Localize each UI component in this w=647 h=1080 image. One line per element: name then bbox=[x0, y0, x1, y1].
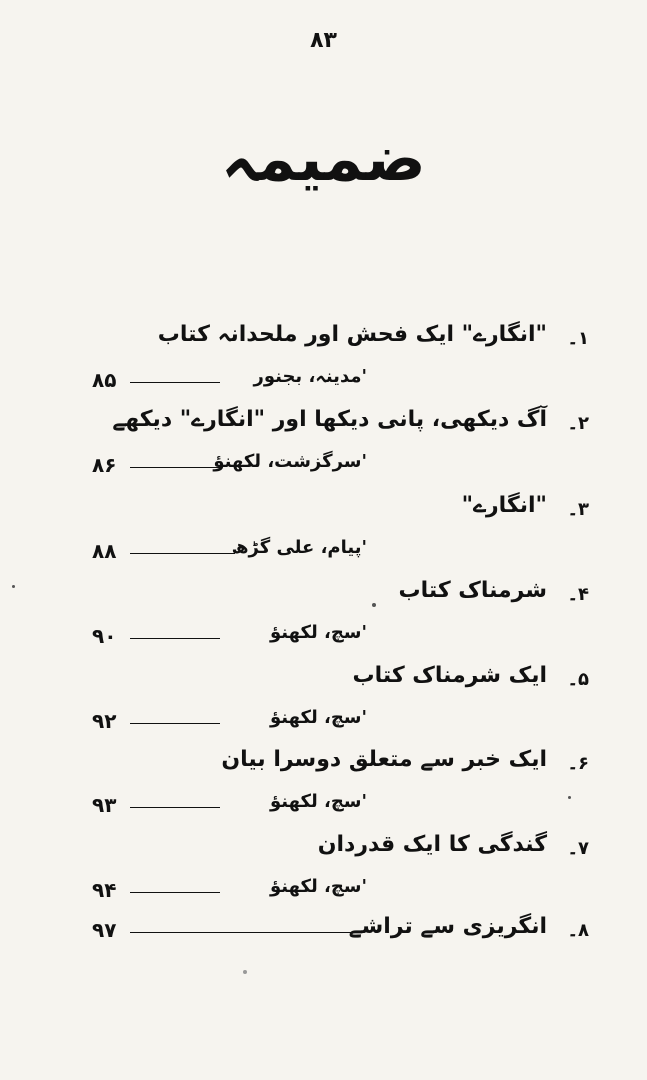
entry-title: "انگارے" bbox=[461, 493, 547, 518]
page-number: ۸۳ bbox=[310, 28, 337, 53]
entry-source: 'سچ، لکھنؤ bbox=[269, 707, 367, 728]
leader-line bbox=[130, 467, 220, 468]
leader-line bbox=[130, 932, 356, 933]
entry-number: ۲۔ bbox=[567, 413, 589, 434]
entry-title: شرمناک کتاب bbox=[398, 578, 547, 603]
entry-number: ۳۔ bbox=[567, 499, 589, 520]
leader-line bbox=[130, 382, 220, 383]
entry-page: ۸۶ bbox=[92, 453, 117, 477]
entry-page: ۹۳ bbox=[92, 793, 117, 817]
scan-speck bbox=[12, 585, 15, 588]
entry-title: گندگی کا ایک قدردان bbox=[317, 832, 547, 857]
entry-page: ۹۲ bbox=[92, 709, 117, 733]
entry-page: ۸۸ bbox=[92, 539, 117, 563]
entry-page: ۸۵ bbox=[92, 368, 117, 392]
toc-entry bbox=[0, 578, 647, 658]
toc-entry bbox=[0, 663, 647, 743]
toc-entry bbox=[0, 322, 647, 402]
entry-page: ۹۴ bbox=[92, 878, 117, 902]
entry-number: ۸۔ bbox=[567, 920, 589, 941]
leader-line bbox=[130, 723, 220, 724]
toc-entry bbox=[0, 832, 647, 912]
toc-entry bbox=[0, 407, 647, 487]
leader-line bbox=[130, 892, 220, 893]
entry-title: ایک شرمناک کتاب bbox=[352, 663, 547, 688]
entry-title: ایک خبر سے متعلق دوسرا بیان bbox=[221, 747, 547, 772]
entry-title: "انگارے" ایک فحش اور ملحدانہ کتاب bbox=[157, 322, 547, 347]
entry-number: ۷۔ bbox=[567, 838, 589, 859]
entry-title: انگریزی سے تراشے bbox=[348, 914, 547, 939]
leader-line bbox=[130, 807, 220, 808]
entry-page: ۹۰ bbox=[92, 624, 117, 648]
entry-source: 'سرگزشت، لکھنؤ bbox=[213, 451, 367, 472]
entry-source: 'سچ، لکھنؤ bbox=[269, 791, 367, 812]
toc-entry bbox=[0, 493, 647, 573]
entry-source: 'سچ، لکھنؤ bbox=[269, 876, 367, 897]
scan-speck bbox=[372, 603, 376, 607]
entry-source: 'سچ، لکھنؤ bbox=[269, 622, 367, 643]
toc-entry bbox=[0, 747, 647, 827]
entry-number: ۵۔ bbox=[567, 669, 589, 690]
entry-number: ۶۔ bbox=[567, 753, 589, 774]
leader-line bbox=[130, 638, 220, 639]
toc-entry bbox=[0, 914, 647, 994]
scan-speck bbox=[243, 970, 247, 974]
entry-number: ۱۔ bbox=[567, 328, 589, 349]
appendix-title: ضمیمہ bbox=[221, 122, 426, 195]
entry-number: ۴۔ bbox=[567, 584, 589, 605]
scan-speck bbox=[568, 796, 571, 799]
entry-source: 'مدینہ، بجنور bbox=[253, 366, 367, 387]
entry-source: 'پیام، علی گڑھ bbox=[231, 537, 367, 558]
entry-page: ۹۷ bbox=[92, 918, 117, 942]
leader-line bbox=[130, 553, 235, 554]
entry-title: آگ دیکھی، پانی دیکھا اور "انگارے" دیکھے bbox=[112, 407, 547, 432]
